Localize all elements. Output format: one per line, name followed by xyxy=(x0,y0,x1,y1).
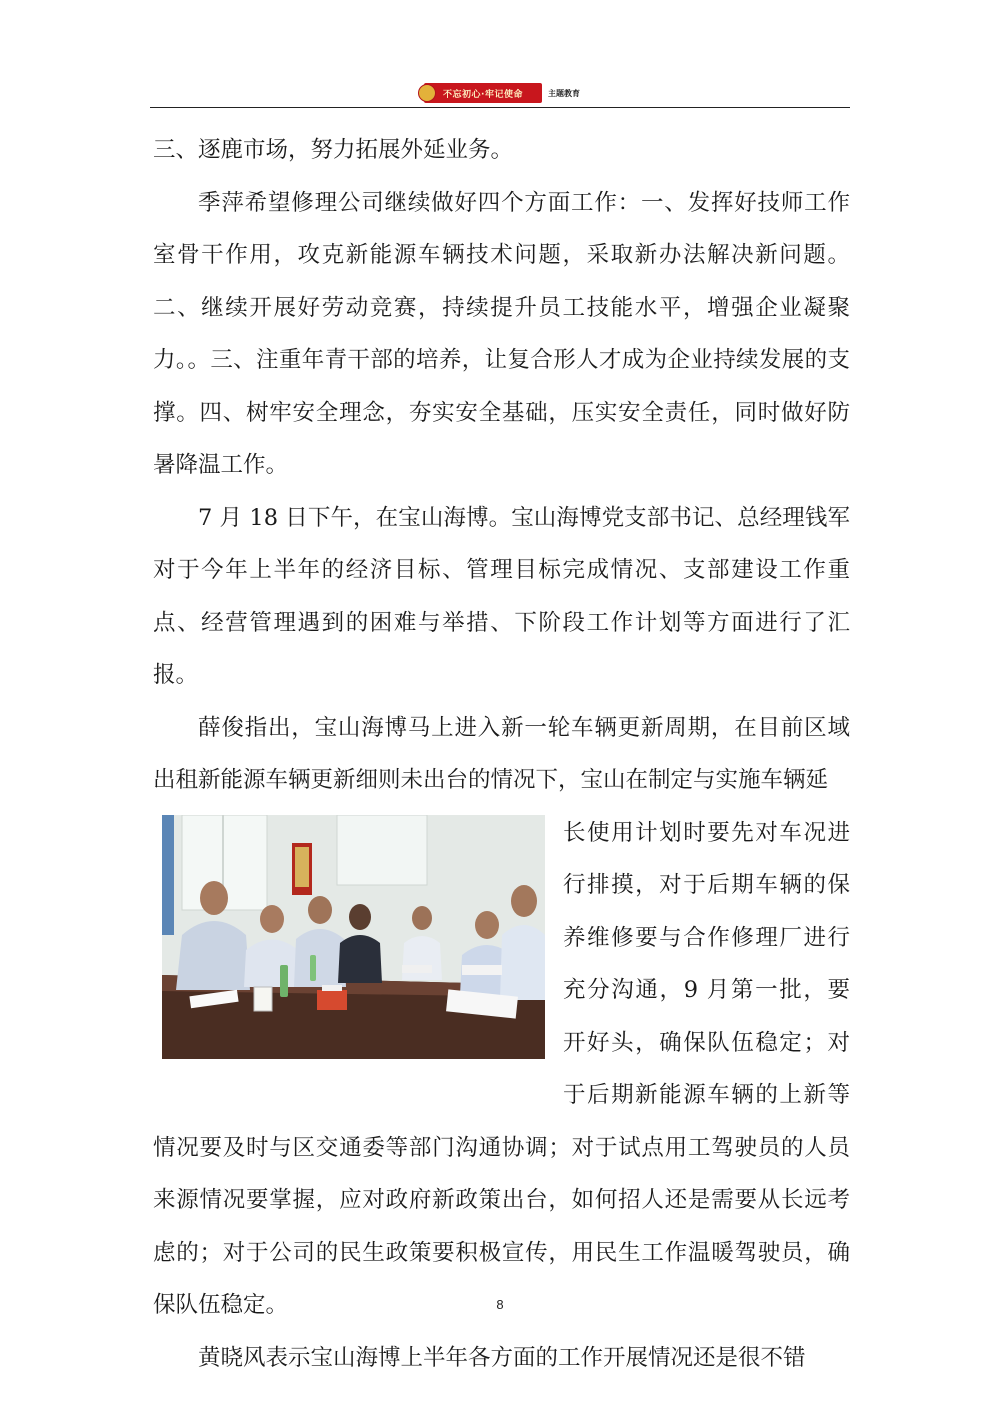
section-heading: 三、逐鹿市场，努力拓展外延业务。 xyxy=(153,137,514,163)
meeting-photo xyxy=(162,815,545,1059)
theme-banner xyxy=(424,83,542,103)
paragraph-continued: 长使用计划时要先对车况进行排摸，对于后期车辆的保养维修要与合作修理厂进行充分沟通，9 月第一批，要开好头，确保队伍稳定；对于后期新能源车辆的上新等情况要及时与区交通委等部门沟通协调；对于试点用工驾驶员的人员来源情况要掌握，应对政府新政策出台，如何招人还是需要从长远考虑的；对于公司的民生政策要积极宣传，用民生工作温暖驾驶员，确保队伍稳定。 xyxy=(153,819,850,1318)
paragraph: 7 月 18 日下午，在宝山海博。宝山海博党支部书记、总经理钱军对于今年上半年的经济目标、管理目标完成情况、支部建设工作重点、经营管理遇到的困难与举措、下阶段工作计划等方面进行了汇报。 xyxy=(153,504,850,688)
paragraph: 黄晓风表示宝山海博上半年各方面的工作开展情况还是很不错 xyxy=(198,1344,806,1371)
paragraph: 薛俊指出，宝山海博马上进入新一轮车辆更新周期，在目前区域出租新能源车辆更新细则未出台的情况下，宝山在制定与实施车辆延 xyxy=(153,714,850,793)
theme-label: 主题教育 xyxy=(548,88,580,98)
page-number: 8 xyxy=(496,1297,504,1312)
meeting-photo-illustration xyxy=(162,815,545,1059)
paragraph: 季萍希望修理公司继续做好四个方面工作：一、发挥好技师工作室骨干作用，攻克新能源车辆技术问题，采取新办法解决新问题。二、继续开展好劳动竞赛，持续提升员工技能水平，增强企业凝聚力。。三、注重年青干部的培养，让复合形人才成为企业持续发展的支撑。四、树牢安全理念，夯实安全基础，压实安全责任，同时做好防暑降温工作。 xyxy=(153,189,850,478)
party-emblem-icon xyxy=(418,84,436,102)
banner-text: 不忘初心·牢记使命 xyxy=(443,89,523,100)
header-rule xyxy=(150,107,850,108)
article-body xyxy=(153,124,850,1384)
header-logo xyxy=(424,83,594,103)
